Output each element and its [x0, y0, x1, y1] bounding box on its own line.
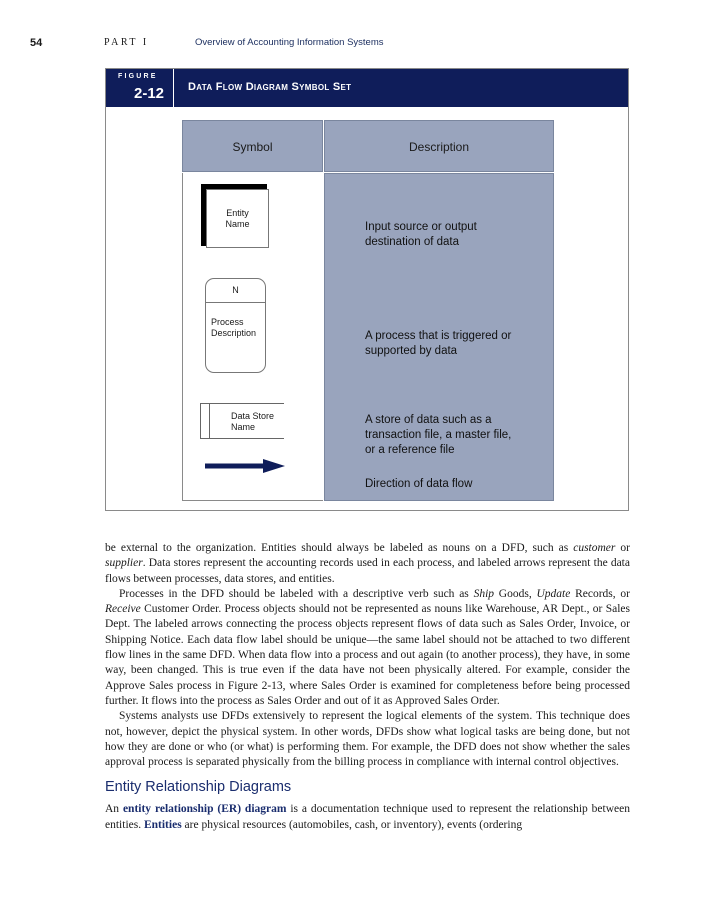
data-store-symbol-label [231, 411, 274, 433]
paragraph-2 [105, 587, 630, 709]
data-store-description [365, 413, 511, 458]
symbol-column-header: Symbol [182, 120, 323, 172]
data-store-symbol [200, 403, 284, 439]
term-entities: Entities [143, 818, 182, 831]
paragraph-3: Systems analysts use DFDs extensively to represent the logical elements of the system. This technique does not, however, depict the physical system. In other words, DFDs show what logical tasks are being done, but not how they are done or who (or what) is performing them. For example, the DFD does not show whether the sales approval process is separated physically from the billing process in compliance with internal control objectives. [105, 710, 630, 769]
figure-title: Data Flow Diagram Symbol Set [188, 81, 352, 93]
figure-word: FIGURE [118, 73, 158, 80]
paragraph-1-italic-customer: customer [573, 542, 616, 554]
process-symbol-id: N [206, 279, 265, 303]
description-column [324, 173, 554, 501]
symbol-table [182, 120, 554, 501]
entity-symbol-label-line2: Name [225, 218, 250, 229]
page-number: 54 [30, 37, 43, 49]
paragraph-2-italic-ship: Ship [473, 587, 495, 600]
term-er-diagram: entity relationship (ER) diagram [122, 803, 287, 816]
process-description-line1: A process that is triggered or [365, 330, 512, 342]
data-store-symbol-label-line1: Data Store [231, 411, 275, 421]
paragraph-2-text-b: Goods, [494, 587, 537, 600]
process-symbol-label [211, 317, 256, 339]
paragraph-4-text-b: is a documentation technique used to represent the relationship between entities. [105, 803, 630, 831]
data-store-symbol-label-line2: Name [231, 422, 256, 432]
paragraph-1-text-c: or [615, 542, 630, 554]
description-column-header: Description [324, 120, 554, 172]
figure-label-box [106, 69, 174, 107]
paragraph-1-italic-supplier: supplier [105, 557, 143, 570]
paragraph-2-text-a: Processes in the DFD should be labeled with a descriptive verb such as [119, 587, 474, 600]
part-label: PART I [104, 37, 149, 48]
page-header [30, 34, 690, 52]
process-symbol-label-line1: Process [211, 317, 244, 327]
entity-description-line2: destination of data [365, 236, 459, 248]
process-description [365, 329, 511, 359]
entity-description [365, 220, 477, 250]
chapter-title: Overview of Accounting Information Systems [195, 37, 384, 48]
paragraph-2-italic-receive: Receive [105, 603, 141, 616]
process-symbol [205, 278, 266, 373]
paragraph-1-text-e: . Data stores represent the accounting records used in each process, and labeled arrows represent the data flows between processes, data stores, and entities. [105, 557, 630, 585]
figure-banner [106, 69, 628, 107]
entity-symbol-label-line1: Entity [226, 207, 249, 218]
paragraph-4-text-c: are physical resources (automobiles, cash, or inventory), events (ordering [181, 818, 523, 831]
data-flow-description: Direction of data flow [365, 478, 473, 490]
body-text [105, 541, 630, 833]
paragraph-2-text-d: Customer Order. Process objects should not be represented as nouns like Warehouse, AR Dept., or Sales Dept. The labeled arrows connecting the process objects represent flows of data such as Sales Order, Invoice, or Shipping Notice. Each data flow label should be unique—the same label should not be attached to two different flow lines in the same DFD. When data flow into a process and out again (to another process), they have, in some way, been changed. This is true even if the data have not been physically altered. For example, consider the Approve Sales process in Figure 2-13, where Sales Order is examined for completeness before being processed further. It flows into the process as Sales Order and out of it as Approved Sales Order. [105, 603, 630, 707]
paragraph-4 [105, 802, 630, 833]
data-store-description-line1: A store of data such as a [365, 414, 492, 426]
process-symbol-label-line2: Description [211, 328, 257, 338]
process-description-line2: supported by data [365, 345, 458, 357]
paragraph-2-italic-update: Update [536, 587, 571, 600]
entity-description-line1: Input source or output [365, 221, 477, 233]
data-store-description-line2: transaction file, a master file, [365, 429, 512, 441]
paragraph-2-text-c: Records, or [570, 587, 631, 600]
entity-symbol [206, 189, 269, 248]
data-flow-arrow-icon [205, 458, 285, 474]
paragraph-1 [105, 541, 630, 587]
section-heading: Entity Relationship Diagrams [105, 779, 292, 796]
data-store-symbol-divider [209, 404, 210, 438]
symbol-column [182, 173, 323, 501]
data-store-description-line3: or a reference file [365, 444, 455, 456]
paragraph-1-text-a: be external to the organization. Entities should always be labeled as nouns on a DFD, such as [105, 542, 574, 554]
paragraph-4-text-a: An [105, 803, 123, 816]
figure-number: 2-12 [134, 85, 165, 102]
figure-2-12 [105, 68, 629, 511]
